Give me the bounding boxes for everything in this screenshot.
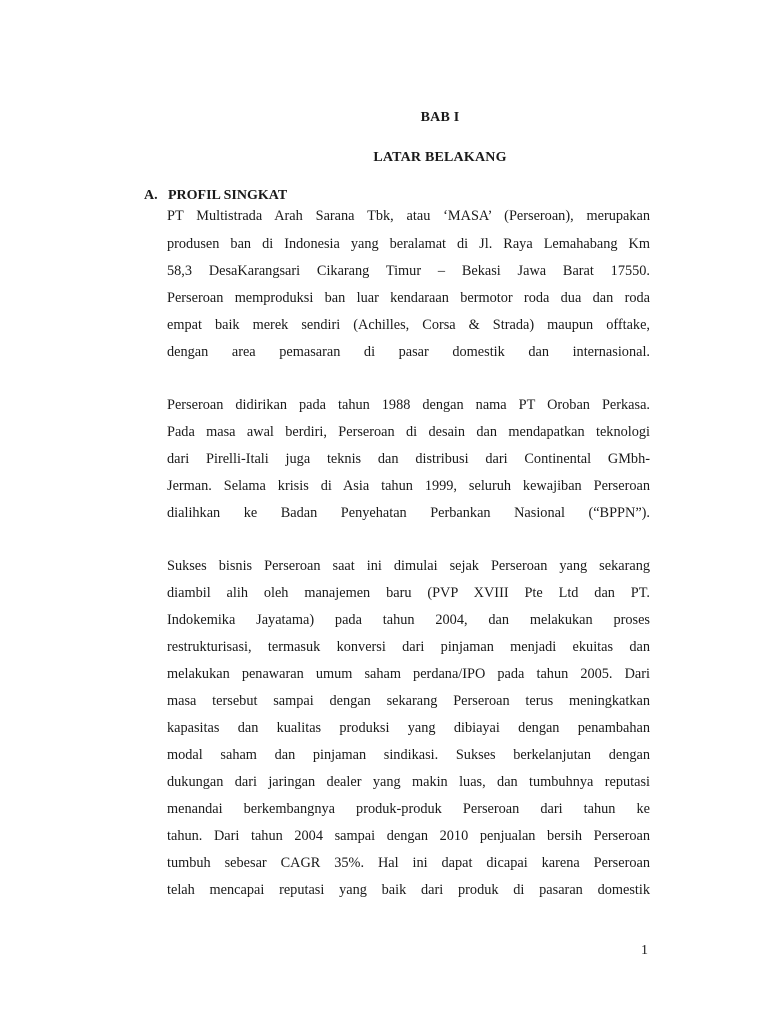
text-line: dialihkan ke Badan Penyehatan Perbankan Nasional (“BPPN”). [167, 505, 650, 521]
text-line: telah mencapai reputasi yang baik dari produk di pasaran domestik [167, 882, 650, 898]
section-letter: A. [144, 188, 158, 203]
text-line: kapasitas dan kualitas produksi yang dibiayai dengan penambahan [167, 720, 650, 736]
text-line: menandai berkembangnya produk-produk Perseroan dari tahun ke [167, 801, 650, 817]
text-line: Indokemika Jayatama) pada tahun 2004, dan melakukan proses [167, 612, 650, 628]
text-line: Jerman. Selama krisis di Asia tahun 1999, seluruh kewajiban Perseroan [167, 478, 650, 494]
text-line: tahun. Dari tahun 2004 sampai dengan 2010 penjualan bersih Perseroan [167, 828, 650, 844]
text-line: empat baik merek sendiri (Achilles, Corsa & Strada) maupun offtake, [167, 317, 650, 333]
text-line: Perseroan memproduksi ban luar kendaraan bermotor roda dua dan roda [167, 290, 650, 306]
page-number: 1 [641, 943, 648, 958]
text-line: restrukturisasi, termasuk konversi dari pinjaman menjadi ekuitas dan [167, 639, 650, 655]
text-line: produsen ban di Indonesia yang beralamat di Jl. Raya Lemahabang Km [167, 236, 650, 252]
text-line: Pada masa awal berdiri, Perseroan di desain dan mendapatkan teknologi [167, 424, 650, 440]
text-line: PT Multistrada Arah Sarana Tbk, atau ‘MASA’ (Perseroan), merupakan [167, 208, 650, 224]
text-line: 58,3 DesaKarangsari Cikarang Timur – Bekasi Jawa Barat 17550. [167, 263, 650, 279]
text-line: modal saham dan pinjaman sindikasi. Sukses berkelanjutan dengan [167, 747, 650, 763]
text-line: masa tersebut sampai dengan sekarang Perseroan terus meningkatkan [167, 693, 650, 709]
text-line: dukungan dari jaringan dealer yang makin luas, dan tumbuhnya reputasi [167, 774, 650, 790]
text-line: Sukses bisnis Perseroan saat ini dimulai sejak Perseroan yang sekarang [167, 558, 650, 574]
text-line: melakukan penawaran umum saham perdana/IPO pada tahun 2005. Dari [167, 666, 650, 682]
text-line: diambil alih oleh manajemen baru (PVP XVIII Pte Ltd dan PT. [167, 585, 650, 601]
chapter-number: BAB I [420, 110, 460, 125]
text-line: dengan area pemasaran di pasar domestik dan internasional. [167, 344, 650, 360]
text-line: Perseroan didirikan pada tahun 1988 dengan nama PT Oroban Perkasa. [167, 397, 650, 413]
section-title: PROFIL SINGKAT [168, 188, 288, 203]
text-line: dari Pirelli-Itali juga teknis dan distribusi dari Continental GMbh- [167, 451, 650, 467]
text-line: tumbuh sebesar CAGR 35%. Hal ini dapat dicapai karena Perseroan [167, 855, 650, 871]
chapter-title: LATAR BELAKANG [373, 150, 507, 165]
section-heading [144, 188, 287, 204]
